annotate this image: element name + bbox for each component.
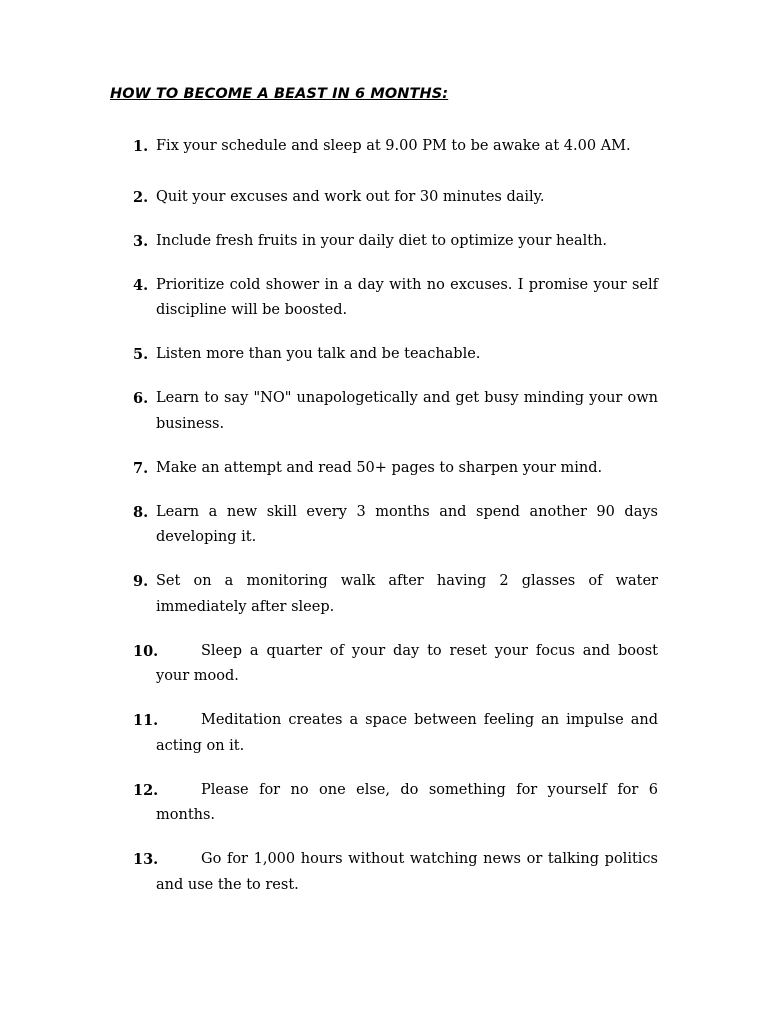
item-number: 2. <box>133 188 149 206</box>
item-number: 11. <box>133 712 159 729</box>
item-number: 12. <box>133 781 159 799</box>
document-title: HOW TO BECOME A BEAST IN 6 MONTHS: <box>110 86 449 102</box>
item-text: Fix your schedule and sleep at 9.00 PM to be awake at 4.00 AM. <box>156 138 631 154</box>
list-item <box>133 134 658 160</box>
tips-list <box>133 134 658 917</box>
list-item <box>133 185 658 211</box>
item-text: Quit your excuses and work out for 30 minutes daily. <box>156 188 545 205</box>
item-text: Go for 1,000 hours without watching news or talking politics and use the to rest. <box>156 851 658 893</box>
item-text: Please for no one else, do something for yourself for 6 months. <box>156 781 658 823</box>
item-text: Prioritize cold shower in a day with no excuses. I promise your self discipline will be boosted. <box>156 276 658 318</box>
list-item <box>133 229 658 255</box>
item-number: 8. <box>133 503 149 521</box>
item-text: Learn a new skill every 3 months and spend another 90 days developing it. <box>156 503 658 545</box>
list-item <box>133 273 658 324</box>
item-number: 7. <box>133 459 149 477</box>
item-number: 1. <box>133 138 149 155</box>
list-item <box>133 569 658 620</box>
list-item <box>133 708 658 759</box>
list-item <box>133 778 658 829</box>
list-item <box>133 500 658 551</box>
item-text: Include fresh fruits in your daily diet to optimize your health. <box>156 232 608 249</box>
item-number: 13. <box>133 851 159 868</box>
item-text: Sleep a quarter of your day to reset your focus and boost your mood. <box>156 642 658 684</box>
item-text: Make an attempt and read 50+ pages to sharpen your mind. <box>156 459 603 476</box>
item-number: 3. <box>133 232 149 250</box>
item-text: Set on a monitoring walk after having 2 glasses of water immediately after sleep. <box>156 573 658 615</box>
item-text: Listen more than you talk and be teachable. <box>156 346 481 362</box>
item-text: Learn to say "NO" unapologetically and get busy minding your own business. <box>156 390 658 432</box>
list-item <box>133 342 658 368</box>
item-number: 9. <box>133 573 149 590</box>
item-number: 5. <box>133 346 149 363</box>
list-item <box>133 847 658 898</box>
list-item <box>133 639 658 690</box>
list-item <box>133 456 658 482</box>
item-number: 6. <box>133 390 149 407</box>
item-text: Meditation creates a space between feeling an impulse and acting on it. <box>156 712 658 754</box>
item-number: 10. <box>133 642 159 660</box>
list-item <box>133 386 658 437</box>
item-number: 4. <box>133 276 149 294</box>
